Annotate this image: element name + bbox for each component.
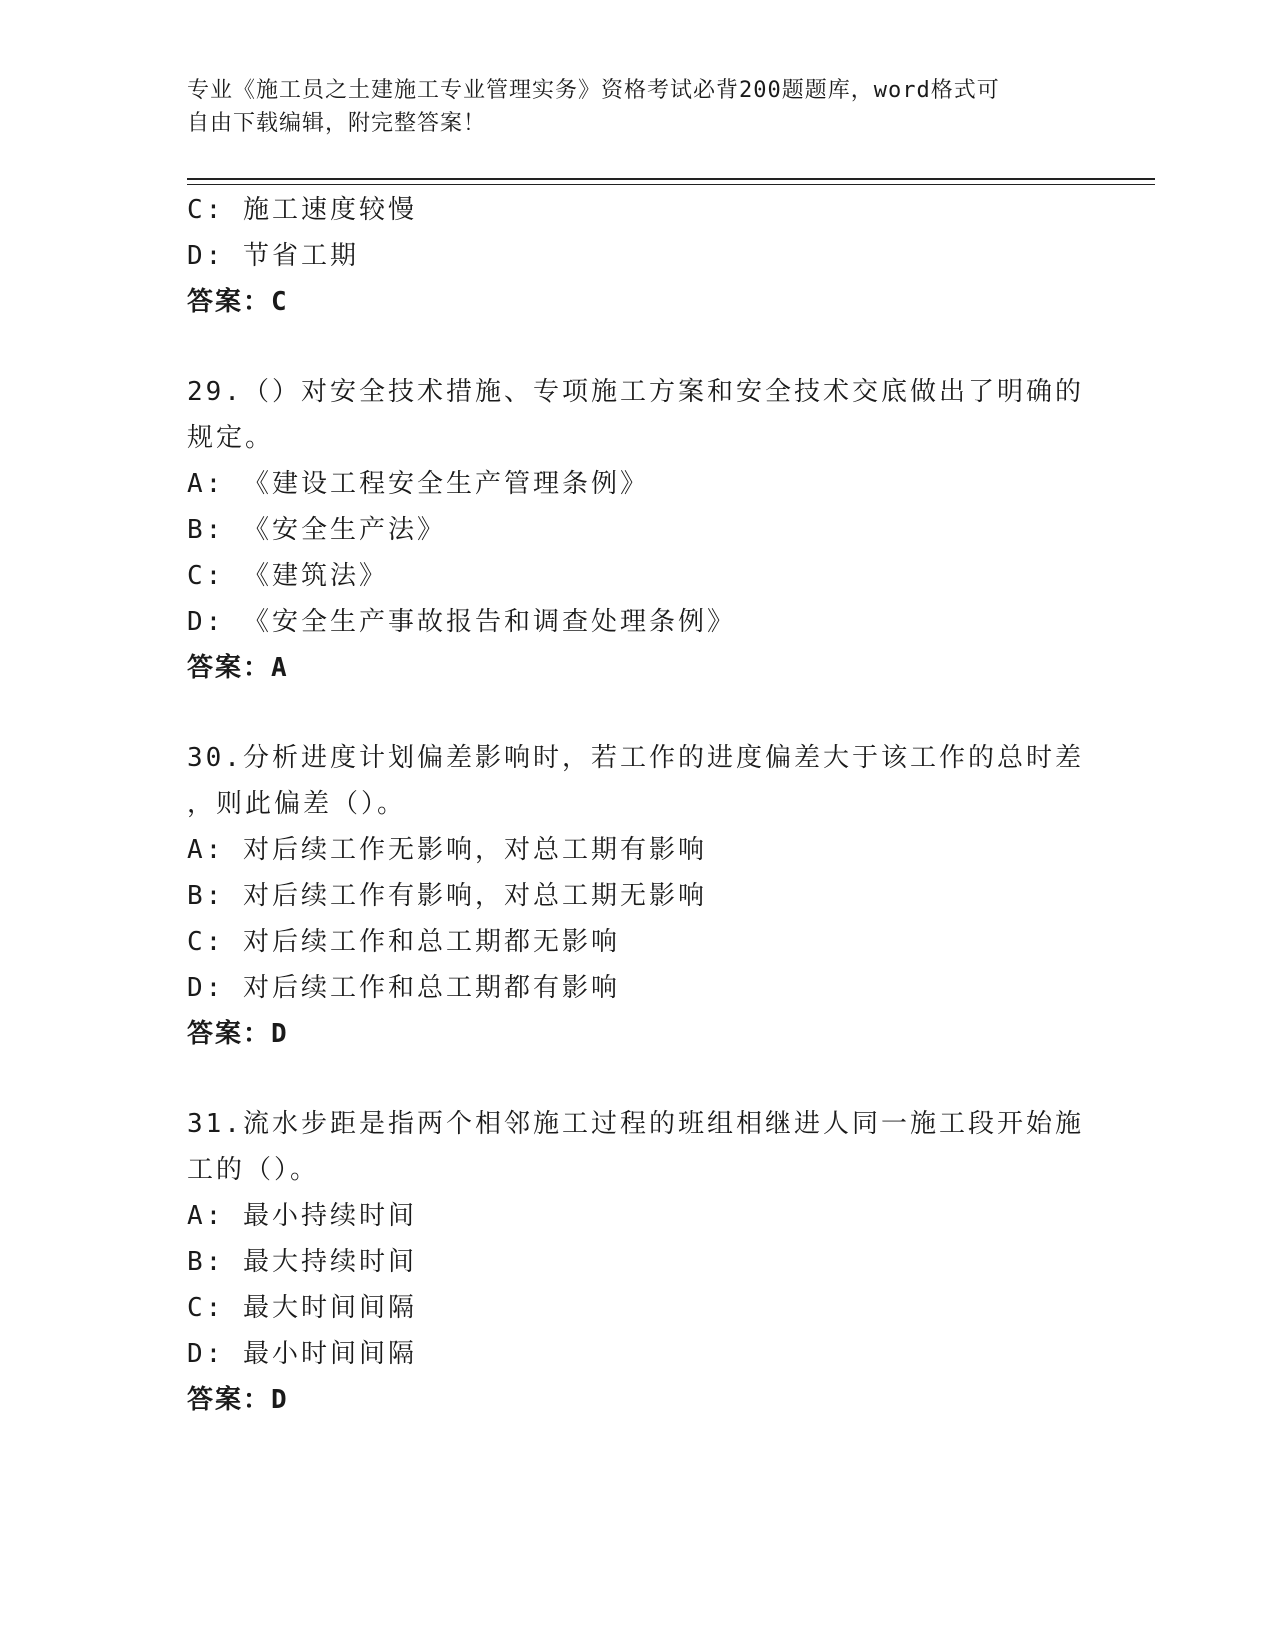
question-stem-line-2: ，则此偏差（）。	[187, 789, 407, 819]
option-a: A: 最小持续时间	[187, 1201, 417, 1231]
question-block-28	[187, 187, 1067, 325]
block-spacer	[187, 1057, 1067, 1101]
option-c: C: 施工速度较慢	[187, 195, 417, 225]
block-spacer	[187, 325, 1067, 369]
header-title-line-2: 自由下载编辑，附完整答案！	[187, 111, 487, 136]
header-divider-thick	[187, 178, 1155, 180]
option-b: B: 最大持续时间	[187, 1247, 417, 1277]
answer-line: 答案：D	[187, 1385, 289, 1415]
option-c: C: 最大时间间隔	[187, 1293, 417, 1323]
option-c: C: 《建筑法》	[187, 561, 388, 591]
option-c: C: 对后续工作和总工期都无影响	[187, 927, 620, 957]
question-block-29	[187, 369, 1084, 691]
question-list	[187, 187, 1084, 1423]
question-stem-line-1: 30.分析进度计划偏差影响时，若工作的进度偏差大于该工作的总时差	[187, 743, 1084, 773]
option-d: D: 节省工期	[187, 241, 359, 271]
page-header	[187, 74, 1067, 140]
answer-line: 答案：A	[187, 653, 289, 683]
question-stem-line-2: 规定。	[187, 423, 275, 453]
question-stem-line-1: 29.（）对安全技术措施、专项施工方案和安全技术交底做出了明确的	[187, 377, 1084, 407]
block-spacer	[187, 691, 1067, 735]
option-d: D: 对后续工作和总工期都有影响	[187, 973, 620, 1003]
question-block-31	[187, 1101, 1084, 1423]
option-b: B: 对后续工作有影响，对总工期无影响	[187, 881, 707, 911]
option-a: A: 对后续工作无影响，对总工期有影响	[187, 835, 707, 865]
option-a: A: 《建设工程安全生产管理条例》	[187, 469, 649, 499]
header-divider-thin	[187, 184, 1155, 185]
option-d: D: 《安全生产事故报告和调查处理条例》	[187, 607, 736, 637]
option-b: B: 《安全生产法》	[187, 515, 446, 545]
header-title-line-1: 专业《施工员之土建施工专业管理实务》资格考试必背200题题库，word格式可	[187, 78, 1000, 103]
option-d: D: 最小时间间隔	[187, 1339, 417, 1369]
answer-line: 答案：C	[187, 287, 289, 317]
question-stem-line-1: 31.流水步距是指两个相邻施工过程的班组相继进人同一施工段开始施	[187, 1109, 1084, 1139]
answer-line: 答案：D	[187, 1019, 289, 1049]
question-stem-line-2: 工的（）。	[187, 1155, 320, 1185]
question-block-30	[187, 735, 1084, 1057]
